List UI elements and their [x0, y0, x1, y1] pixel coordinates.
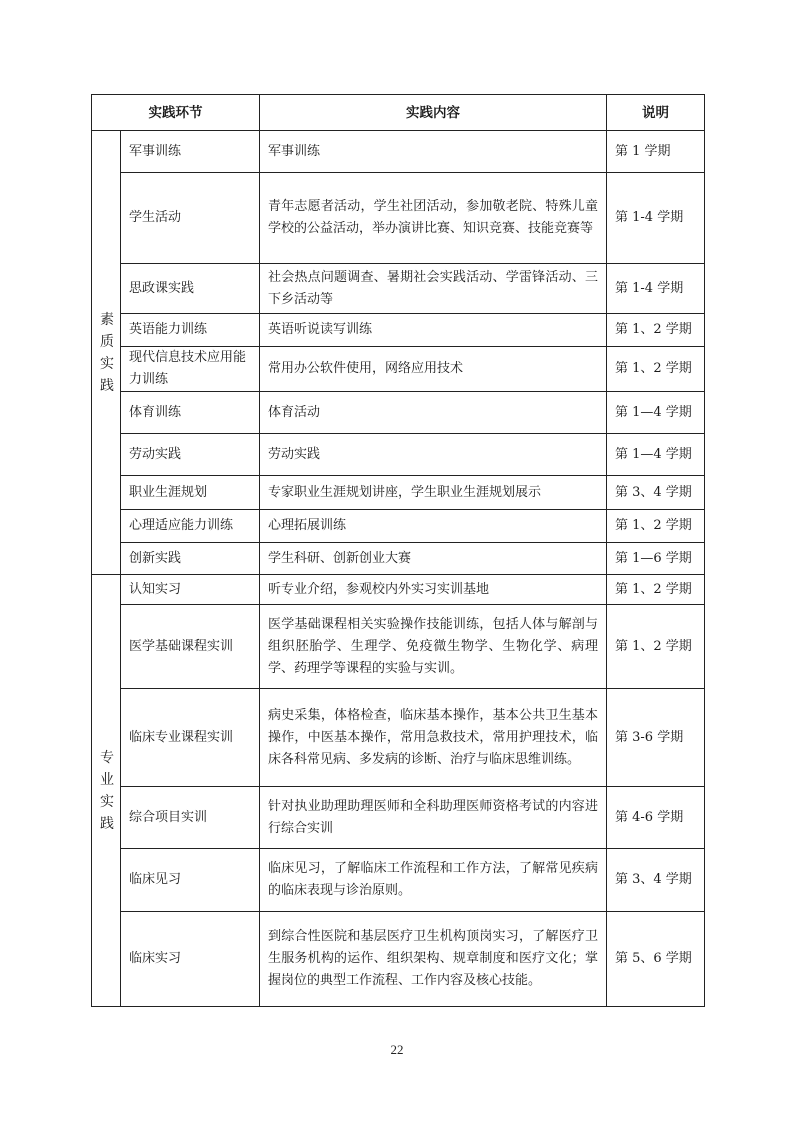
practice-note: 第 1、2 学期	[607, 314, 705, 347]
table-row	[92, 347, 705, 392]
category-cell	[92, 575, 121, 1007]
practice-content: 听专业介绍，参观校内外实习实训基地	[260, 575, 607, 605]
practice-content: 病史采集，体格检查，临床基本操作，基本公共卫生基本操作，中医基本操作，常用急救技术，常用护理技术，临床各科常见病、多发病的诊断、治疗与临床思维训练。	[260, 689, 607, 787]
header-practice-content: 实践内容	[260, 95, 607, 131]
practice-content: 体育活动	[260, 392, 607, 434]
table-row	[92, 689, 705, 787]
table-row	[92, 476, 705, 510]
practice-note: 第 3、4 学期	[607, 476, 705, 510]
practice-content: 医学基础课程相关实验操作技能训练，包括人体与解剖与组织胚胎学、生理学、免疫微生物学、生物化学、病理学、药理学等课程的实验与实训。	[260, 605, 607, 689]
practice-note: 第 1、2 学期	[607, 605, 705, 689]
category-label: 专业实践	[100, 749, 114, 832]
practice-note: 第 1-4 学期	[607, 264, 705, 314]
practice-content: 针对执业助理助理医师和全科助理医师资格考试的内容进行综合实训	[260, 787, 607, 849]
table-row	[92, 543, 705, 575]
table-row	[92, 264, 705, 314]
practice-content: 心理拓展训练	[260, 510, 607, 543]
practice-note: 第 1—4 学期	[607, 434, 705, 476]
table-row	[92, 849, 705, 912]
practice-link: 职业生涯规划	[121, 476, 260, 510]
practice-content: 专家职业生涯规划讲座，学生职业生涯规划展示	[260, 476, 607, 510]
practice-content: 英语听说读写训练	[260, 314, 607, 347]
practice-content: 临床见习，了解临床工作流程和工作方法，了解常见疾病的临床表现与诊治原则。	[260, 849, 607, 912]
practice-link: 认知实习	[121, 575, 260, 605]
practice-note: 第 1—6 学期	[607, 543, 705, 575]
practice-link: 创新实践	[121, 543, 260, 575]
practice-link: 综合项目实训	[121, 787, 260, 849]
header-practice-link: 实践环节	[92, 95, 260, 131]
category-cell	[92, 131, 121, 575]
header-note: 说明	[607, 95, 705, 131]
practice-note: 第 3、4 学期	[607, 849, 705, 912]
practice-link: 英语能力训练	[121, 314, 260, 347]
table-row	[92, 787, 705, 849]
table-row	[92, 131, 705, 173]
practice-note: 第 4-6 学期	[607, 787, 705, 849]
table-row	[92, 510, 705, 543]
table-row	[92, 605, 705, 689]
practice-link: 医学基础课程实训	[121, 605, 260, 689]
practice-note: 第 3-6 学期	[607, 689, 705, 787]
category-label: 素质实践	[100, 311, 114, 394]
practice-note: 第 1-4 学期	[607, 173, 705, 264]
practice-link: 思政课实践	[121, 264, 260, 314]
practice-note: 第 1—4 学期	[607, 392, 705, 434]
practice-note: 第 1、2 学期	[607, 575, 705, 605]
header-row	[92, 95, 705, 131]
table-row	[92, 912, 705, 1007]
practice-note: 第 1、2 学期	[607, 510, 705, 543]
practice-content: 青年志愿者活动，学生社团活动，参加敬老院、特殊儿童学校的公益活动，举办演讲比赛、知识竞赛、技能竞赛等	[260, 173, 607, 264]
page-number: 22	[390, 1042, 404, 1057]
practice-link: 体育训练	[121, 392, 260, 434]
practice-link: 临床见习	[121, 849, 260, 912]
practice-note: 第 5、6 学期	[607, 912, 705, 1007]
practice-note: 第 1、2 学期	[607, 347, 705, 392]
practice-table	[91, 94, 705, 1007]
practice-link: 学生活动	[121, 173, 260, 264]
practice-content: 军事训练	[260, 131, 607, 173]
table-row	[92, 173, 705, 264]
practice-content: 到综合性医院和基层医疗卫生机构顶岗实习，了解医疗卫生服务机构的运作、组织架构、规章制度和医疗文化；掌握岗位的典型工作流程、工作内容及核心技能。	[260, 912, 607, 1007]
practice-note: 第 1 学期	[607, 131, 705, 173]
practice-link: 临床专业课程实训	[121, 689, 260, 787]
practice-content: 社会热点问题调查、暑期社会实践活动、学雷锋活动、三下乡活动等	[260, 264, 607, 314]
practice-content: 劳动实践	[260, 434, 607, 476]
practice-content: 常用办公软件使用，网络应用技术	[260, 347, 607, 392]
table-row	[92, 314, 705, 347]
practice-link: 劳动实践	[121, 434, 260, 476]
practice-content: 学生科研、创新创业大赛	[260, 543, 607, 575]
practice-link: 现代信息技术应用能力训练	[121, 347, 260, 392]
table-row	[92, 575, 705, 605]
practice-link: 心理适应能力训练	[121, 510, 260, 543]
practice-link: 军事训练	[121, 131, 260, 173]
table-row	[92, 434, 705, 476]
practice-link: 临床实习	[121, 912, 260, 1007]
table-row	[92, 392, 705, 434]
